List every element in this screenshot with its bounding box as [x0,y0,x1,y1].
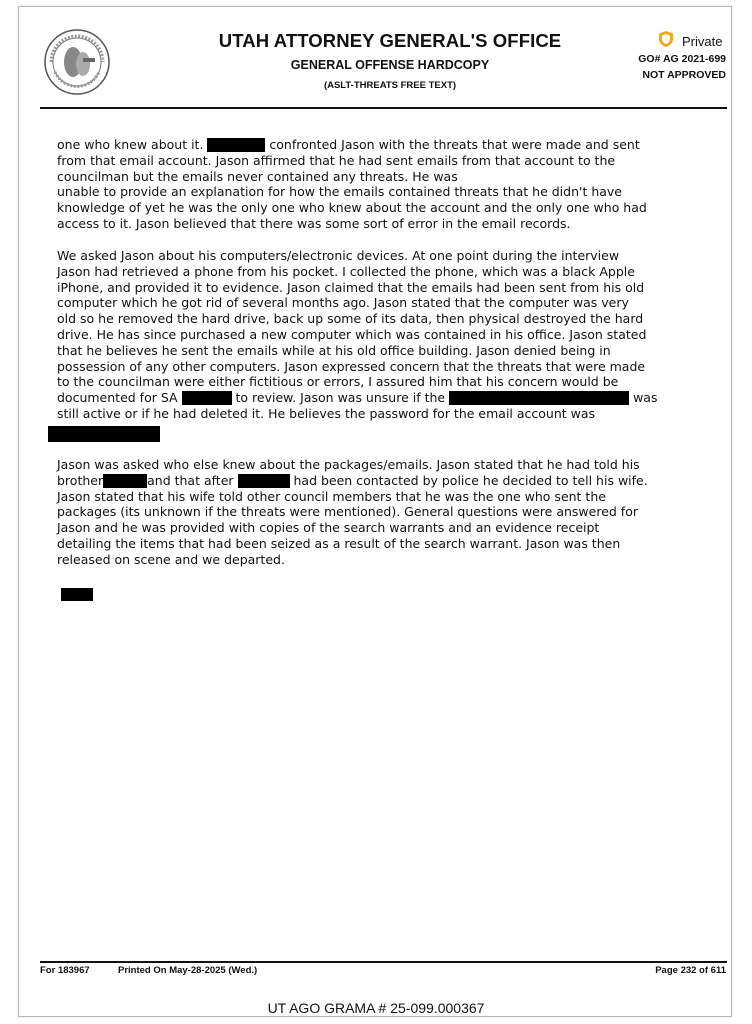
text-line: access to it. Jason believed that there was some sort of error in the email records. [57,215,571,231]
footer-page-number: Page 232 of 611 [655,965,726,976]
text-line: detailing the items that had been seized as a result of the search warrant. Jason was then [57,535,621,551]
report-type: GENERAL OFFENSE HARDCOPY [290,58,490,72]
text-line: We asked Jason about his computers/electronic devices. At one point during the interview [57,248,620,263]
page-title: UTAH ATTORNEY GENERAL'S OFFICE [218,30,562,51]
text-line: released on scene and we departed. [57,551,285,567]
text-line: still active or if he had deleted it. He believes the password for the email account was [57,405,596,421]
text-line: unable to provide an explanation for how the emails contained threats that he didn't have [57,184,622,200]
approval-status: NOT APPROVED [642,69,726,81]
text-line: Jason had retrieved a phone from his pocket. I collected the phone, which was a black Apple [57,263,635,279]
go-number: GO# AG 2021-699 [638,53,726,65]
text-line: one who knew about it. confronted Jason with the threats that were made and sent [57,137,640,152]
paragraph-2 [57,248,719,422]
report-subtype: (ASLT-THREATS FREE TEXT) [323,80,457,91]
redaction [61,588,93,601]
redaction [182,391,232,405]
text-line: iPhone, and provided it to evidence. Jason claimed that the emails had been sent from his old [57,279,645,295]
redaction [238,474,290,488]
text-line: that he believes he sent the emails while at his old office building. Jason denied being in [57,342,611,358]
header-divider [40,107,727,109]
privacy-label: Private [682,34,723,49]
paragraph-3 [57,457,719,568]
text-line: knowledge of yet he was the only one who knew about the account and the only one who had [57,200,647,216]
footer-divider [40,961,727,963]
footer-printed-date: Printed On May-28-2025 (Wed.) [118,965,258,976]
redaction [207,138,265,152]
redaction [103,474,147,488]
text-line: to the councilman were either fictitious or errors, I assured him that his concern would be [57,374,619,390]
text-line: old so he removed the hard drive, back up some of its data, then physical destroyed the hard [57,311,644,327]
footer-record-id: For 183967 [40,965,90,976]
redaction [449,391,629,405]
text-line: Jason and he was provided with copies of the search warrants and an evidence receipt [57,520,600,536]
text-line: from that email account. Jason affirmed that he had sent emails from that account to the [57,152,616,168]
text-line: computer which he got rid of several months ago. Jason stated that the computer was very [57,295,629,311]
redaction [48,426,160,442]
text-line: packages (its unknown if the threats were mentioned). General questions were answered for [57,504,638,520]
grama-number: UT AGO GRAMA # 25-099.000367 [267,1000,485,1016]
text-line: councilman but the emails never contained any threats. He was [57,168,458,184]
text-line: Jason stated that his wife told other council members that he was the one who sent the [57,488,606,504]
text-line: brother and that after had been contacted by police he decided to tell his wife. [57,472,648,488]
text-line: possession of any other computers. Jason expressed concern that the threats that were made [57,358,646,374]
state-seal-icon [43,28,111,96]
text-line: Jason was asked who else knew about the packages/emails. Jason stated that he had told his [57,457,640,472]
text-line: documented for SA to review. Jason was unsure if the was [57,390,658,406]
paragraph-1 [57,137,719,232]
text-line: drive. He has since purchased a new computer which was contained in his office. Jason stated [57,326,647,342]
shield-icon [658,30,674,48]
